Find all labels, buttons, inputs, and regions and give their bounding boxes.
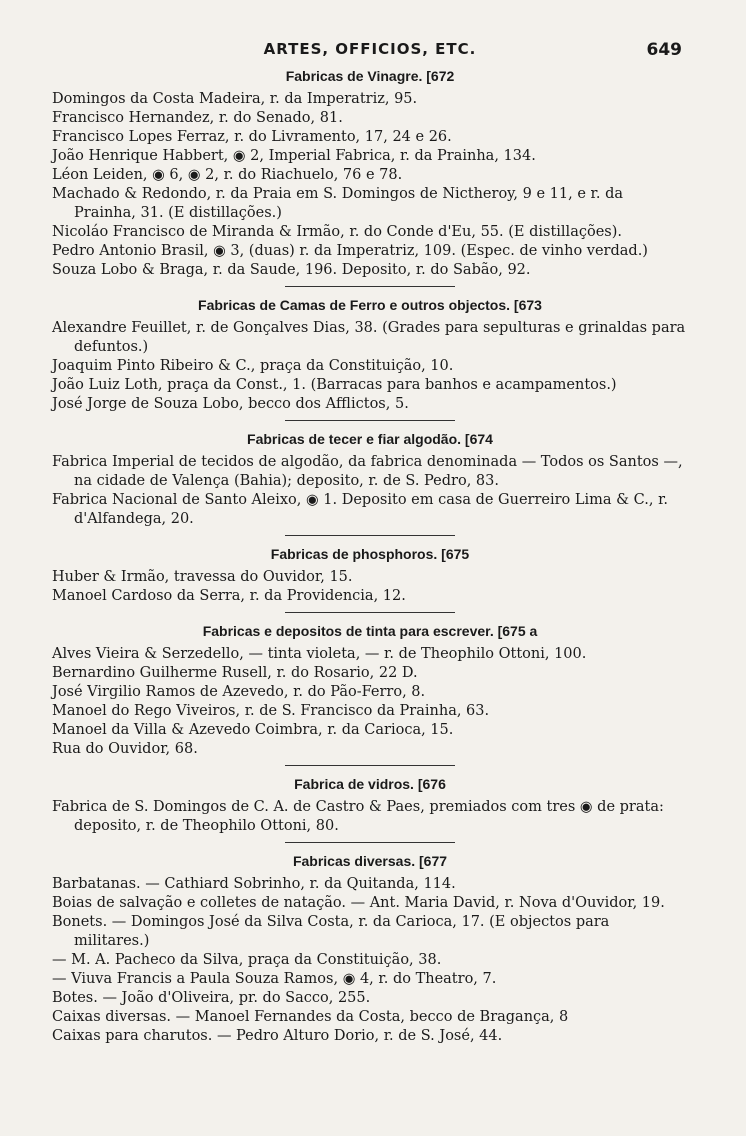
section-title: Fabricas de Vinagre. [672 <box>285 68 455 84</box>
section-divider <box>285 420 455 421</box>
section-divider <box>285 842 455 843</box>
section-vidros <box>52 776 688 843</box>
list-item: Joaquim Pinto Ribeiro & C., praça da Constituição, 10. <box>52 358 454 374</box>
list-item: Bonets. — Domingos José da Silva Costa, r. da Carioca, 17. (E objectos para militares.) <box>52 914 610 949</box>
list-item: Caixas para charutos. — Pedro Alturo Dorio, r. de S. José, 44. <box>52 1028 503 1044</box>
running-head-title: ARTES, OFFICIOS, ETC. <box>263 40 477 58</box>
page-number: 649 <box>646 40 682 60</box>
section-title: Fabricas diversas. [677 <box>292 853 448 869</box>
list-item: Rua do Ouvidor, 68. <box>52 741 198 757</box>
list-item: Barbatanas. — Cathiard Sobrinho, r. da Quitanda, 114. <box>52 876 456 892</box>
section-title: Fabrica de vidros. [676 <box>294 776 446 792</box>
section-title: Fabricas de phosphoros. [675 <box>270 546 470 562</box>
list-item: Fabrica Nacional de Santo Aleixo, ◉ 1. Deposito em casa de Guerreiro Lima & C., r. d'Alfandega, 20. <box>52 492 669 527</box>
list-item: João Luiz Loth, praça da Const., 1. (Barracas para banhos e acampamentos.) <box>52 377 617 393</box>
section-vinagre <box>52 68 688 287</box>
section-title: Fabricas de tecer e fiar algodão. [674 <box>247 431 493 447</box>
section-tinta <box>52 623 688 766</box>
list-item: Manoel da Villa & Azevedo Coimbra, r. da Carioca, 15. <box>52 722 454 738</box>
list-item: Souza Lobo & Braga, r. da Saude, 196. Deposito, r. do Sabão, 92. <box>52 262 531 278</box>
list-item: Fabrica de S. Domingos de C. A. de Castro & Paes, premiados com tres ◉ de prata: deposito, r. de Theophilo Ottoni, 80. <box>52 799 664 834</box>
running-head <box>52 40 688 58</box>
section-phosphoros <box>52 546 688 613</box>
section-title: Fabricas e depositos de tinta para escrever. [675 a <box>202 623 538 639</box>
list-item: Boias de salvação e colletes de natação. — Ant. Maria David, r. Nova d'Ouvidor, 19. <box>52 895 665 911</box>
section-camas-de-ferro <box>52 297 688 421</box>
list-item: Huber & Irmão, travessa do Ouvidor, 15. <box>52 569 353 585</box>
section-divider <box>285 765 455 766</box>
list-item: José Virgilio Ramos de Azevedo, r. do Pão-Ferro, 8. <box>52 684 426 700</box>
section-title: Fabricas de Camas de Ferro e outros objectos. [673 <box>198 297 542 313</box>
list-item: Bernardino Guilherme Rusell, r. do Rosario, 22 D. <box>52 665 418 681</box>
list-item: Caixas diversas. — Manoel Fernandes da Costa, becco de Bragança, 8 <box>52 1009 569 1025</box>
section-divider <box>285 286 455 287</box>
list-item: Manoel Cardoso da Serra, r. da Providencia, 12. <box>52 588 406 604</box>
list-item: Machado & Redondo, r. da Praia em S. Domingos de Nictheroy, 9 e 11, e r. da Prainha, 31. (E distillações.) <box>52 186 624 221</box>
list-item: Alexandre Feuillet, r. de Gonçalves Dias, 38. (Grades para sepulturas e grinaldas para defuntos.) <box>52 320 686 355</box>
section-diversas <box>52 853 688 1046</box>
list-item: João Henrique Habbert, ◉ 2, Imperial Fabrica, r. da Prainha, 134. <box>52 148 536 164</box>
list-item: Domingos da Costa Madeira, r. da Imperatriz, 95. <box>52 91 418 107</box>
list-item: Manoel do Rego Viveiros, r. de S. Francisco da Prainha, 63. <box>52 703 490 719</box>
list-item: Léon Leiden, ◉ 6, ◉ 2, r. do Riachuelo, 76 e 78. <box>52 167 403 183</box>
list-item: Alves Vieira & Serzedello, — tinta violeta, — r. de Theophilo Ottoni, 100. <box>52 646 587 662</box>
list-item: Nicoláo Francisco de Miranda & Irmão, r. do Conde d'Eu, 55. (E distillações). <box>52 224 622 240</box>
list-item: Fabrica Imperial de tecidos de algodão, da fabrica denominada — Todos os Santos —, na cidade de Valença (Bahia); deposito, r. de S. Pedro, 83. <box>52 454 683 489</box>
section-divider <box>285 535 455 536</box>
list-item: — M. A. Pacheco da Silva, praça da Constituição, 38. <box>52 952 442 968</box>
list-item: Pedro Antonio Brasil, ◉ 3, (duas) r. da Imperatriz, 109. (Espec. de vinho verdad.) <box>52 243 648 259</box>
list-item: Francisco Hernandez, r. do Senado, 81. <box>52 110 343 126</box>
list-item: Botes. — João d'Oliveira, pr. do Sacco, 255. <box>52 990 371 1006</box>
section-divider <box>285 612 455 613</box>
section-tecer-algodao <box>52 431 688 536</box>
list-item: Francisco Lopes Ferraz, r. do Livramento, 17, 24 e 26. <box>52 129 452 145</box>
list-item: José Jorge de Souza Lobo, becco dos Afflictos, 5. <box>52 396 409 412</box>
list-item: — Viuva Francis a Paula Souza Ramos, ◉ 4, r. do Theatro, 7. <box>52 971 497 987</box>
